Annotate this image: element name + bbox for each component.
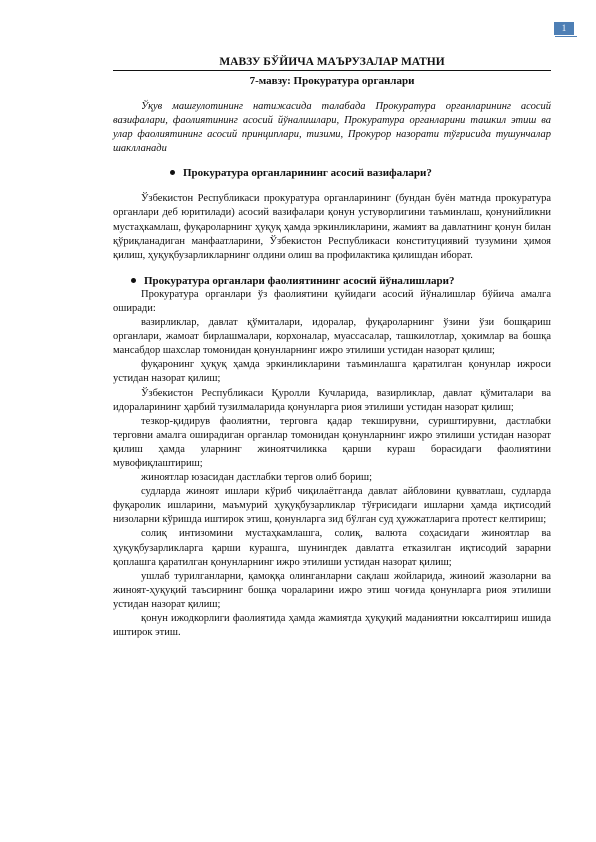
directions-paragraph: Прокуратура органлари ўз фаолиятини қуйидаги асосий йўналишлар бўйича амалга оширади: (113, 288, 551, 314)
directions-paragraph: тезкор-қидирув фаолиятни, терговга қадар текширувни, суриштирувни, дастлабки терговни амалга оширадиган органлар томонидан қонунларнинг ижро этилиши устидан назорат қилиш ҳамда уларнинг жиноятчиликка қарши кураш борасидаги фаолиятини мувофиқлаштириш; (113, 415, 551, 469)
directions-paragraph: ушлаб турилганларни, қамоққа олинганларни сақлаш жойларида, жиноий жазоларни ва жиноят-ҳуқуқий таъсирнинг бошқа чораларини ижро этиш чоғида қонунларга риоя этилиши устидан назорат қилиш; (113, 570, 551, 610)
section-heading-text: Прокуратура органларининг асосий вазифалари? (183, 167, 432, 180)
directions-paragraph: қонун ижодкорлиги фаолиятида ҳамда жамиятда ҳуқуқий маданиятни юксалтириш ишида иштирок этиш. (113, 613, 551, 639)
tasks-paragraph: Ўзбекистон Республикаси прокуратура органларининг (бундан буён матнда прокуратура органлари деб юритилади) асосий вазифалари қонун устуворлигини таъминлаш, қонунийликни мустаҳкамлаш, фуқароларнинг ҳуқуқ ҳамда эркинликларини, жамият ва давлатнинг қонун билан қўриқланадиган манфаатларини, Ўзбекистон Республикаси конституциявий тузумини ҳимоя қилиш, ҳуқуқбузарликларнинг олдини олиш ва профилактика қилишдан иборат. (113, 193, 551, 261)
directions-paragraph: фуқаронинг ҳуқуқ ҳамда эркинликларини таъминлашга қаратилган қонунлар ижроси устидан назорат қилиш; (113, 359, 551, 385)
header-rule (555, 36, 577, 37)
section-heading-text: Прокуратура органлари фаолиятининг асосий йўналишлари? (144, 274, 455, 287)
section-heading-tasks (113, 166, 551, 180)
topic-title: 7-мавзу: Прокуратура органлари (249, 75, 415, 87)
bullet-icon (131, 278, 136, 283)
directions-paragraph: Ўзбекистон Республикаси Қуролли Кучларида, вазирликлар, давлат қўмиталари ва идораларининг ҳарбий тузилмаларида қонунларга риоя этилиши устидан назорат қилиш; (113, 387, 551, 413)
directions-paragraph: солиқ интизомини мустаҳкамлашга, солиқ, валюта соҳасидаги жиноятлар ва ҳуқуқбузарликларга қарши курашга, шунингдек давлатга етказилган иқтисодий зарарни қоплашга қаратилган қонунларнинг ижро этилиши устидан назорат қилиш; (113, 528, 551, 568)
directions-paragraph: жиноятлар юзасидан дастлабки тергов олиб бориш; (141, 472, 373, 484)
title-underline (113, 70, 551, 71)
directions-paragraph: судларда жиноят ишлари кўриб чиқилаётганда давлат айбловини қувватлаш, судларда фуқаролик ишларини, маъмурий ҳуқуқбузарликлар тўғрисидаги ишларни ҳамда иқтисодий низоларни кўришда иштирок этиш, қонунларга зид бўлган суд ҳужжатларига протест келтириш; (113, 486, 551, 526)
page-number: 1 (554, 22, 574, 35)
bullet-icon (170, 170, 175, 175)
intro-paragraph: Ўқув машғулотининг натижасида талабада Прокуратура органларининг асосий вазифалари, фаолиятининг асосий йўналишлари, Прокуратура органларини ташкил этиш ва улар фаолиятининг асосий принциплари, тизими, Прокурор назорати тўғрисида тушунчалар шаклланади (113, 101, 551, 155)
document-title: МАВЗУ БЎЙИЧА МАЪРУЗАЛАР МАТНИ (219, 56, 445, 68)
section-heading-directions (113, 274, 551, 288)
directions-paragraph: вазирликлар, давлат қўмиталари, идоралар, фуқароларнинг ўзини ўзи бошқариш органлари, жамоат бирлашмалари, корхоналар, муассасалар, ташкилотлар, ҳокимлар ва бошқа мансабдор шахслар томонидан қонунларнинг ижро этилиши устидан назорат қилиш; (113, 317, 551, 357)
document-body (113, 55, 551, 640)
